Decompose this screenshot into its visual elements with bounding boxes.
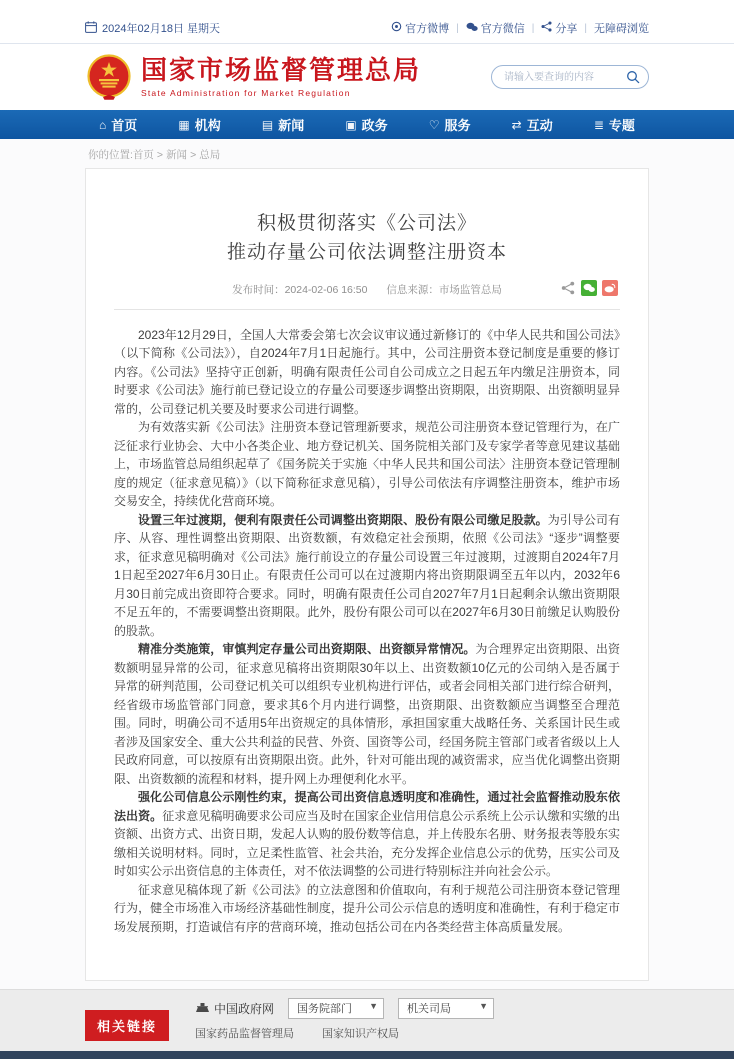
paragraph: 2023年12月29日，全国人大常委会第七次会议审议通过新修订的《中华人民共和国公司法》（以下简称《公司法》），自2024年7月1日起施行。其中，公司注册资本登记制度是重要的修订内容。《公司法》坚持守正创新，明确有限责任公司自公司成立之日起五年内缴足注册资本，同时要求《公司法》施行前已登记设立的存量公司要逐步调整出资期限，出资期限、出资额明显异常的，公司登记机关要及时要求公司进行调整。	[114, 327, 620, 416]
article-title-line1: 积极贯彻落实《公司法》	[256, 213, 477, 234]
nav-item-label: 新闻	[278, 118, 305, 133]
weibo-icon	[391, 21, 402, 35]
breadcrumb-prefix: 你的位置:	[88, 149, 133, 161]
paragraph: 征求意见稿体现了新《公司法》的立法意图和价值取向，有利于规范公司注册资本登记管理行为，健全市场准入市场经济基础性制度，提升公司公示信息的透明度和准确性，有利于稳定市场发展预期，打造诚信有序的营商环境，推动包括公司在内各类经营主体高质量发展。	[114, 882, 620, 934]
wechat-share-icon[interactable]	[581, 280, 597, 296]
article-card	[85, 168, 649, 981]
wechat-icon	[466, 22, 478, 35]
topbar-link-wechat[interactable]	[466, 20, 525, 36]
search-box	[491, 65, 649, 89]
top-utility-bar	[0, 0, 734, 44]
paragraph-lead: 精准分类施策，审慎判定存量公司出资期限、出资额异常情况。	[138, 642, 476, 657]
separator: |	[584, 22, 587, 34]
footer-link-国家知识产权局[interactable]: 国家知识产权局	[322, 1028, 400, 1041]
bureaus-select-wrap	[398, 998, 494, 1019]
site-brand[interactable]	[85, 53, 421, 101]
breadcrumb-item-首页[interactable]: 首页	[132, 149, 154, 161]
paragraph: 强化公司信息公示刚性约束，提高公司出资信息透明度和准确性，通过社会监督推动股东依法出资。征求意见稿明确要求公司应当及时在国家企业信用信息公示系统上公示认缴和实缴的出资额、出资方式、出资日期，发起人认购的股份数等信息，并上传股东名册、财务报表等股东实缴相关说明材料。同时，立足柔性监管、社会共治，充分发挥企业信息公示的优势，压实公司及时如实公示出资信息的主体责任，对不依法调整的公司进行特别标注并向社会公示。	[114, 790, 620, 879]
chevron-down-icon: ▼	[479, 1001, 489, 1012]
breadcrumb-separator: >	[190, 149, 197, 161]
related-links-button[interactable]: 相关链接	[85, 1010, 169, 1041]
gov-building-icon	[195, 1002, 210, 1016]
topbar-link-accessibility[interactable]	[594, 20, 649, 36]
footer-link-国家药品监督管理局[interactable]: 国家药品监督管理局	[195, 1028, 295, 1041]
brand-text	[141, 56, 421, 98]
site-title: 国家市场监督管理总局	[141, 55, 422, 86]
paragraph: 设置三年过渡期，便利有限责任公司调整出资期限、股份有限公司缴足股款。为引导公司有序、从容、理性调整出资期限、出资数额，有效稳定社会预期，依照《公司法》“逐步”调整要求，征求意见稿明确对《公司法》施行前设立的存量公司设置三年过渡期，过渡期自2024年7月1日起至2027年6月30日止。有限责任公司可以在过渡期内将出资期限调至五年以内，2032年6月30日前完成出资即符合要求。同时，明确有限责任公司自2027年7月1日起剩余认缴出资期限不足五年的，不需要调整出资期限。此外，股份有限公司可以在2027年6月30日前缴足认购股份的股款。	[114, 512, 620, 638]
paragraph-lead: 强化公司信息公示刚性约束，提高公司出资信息透明度和准确性，通过社会监督推动股东依法出资。	[114, 790, 620, 823]
main-nav	[85, 110, 649, 139]
main-area	[0, 139, 734, 989]
topbar-link-label: 分享	[555, 23, 578, 35]
nav-item-新闻[interactable]	[262, 115, 304, 134]
paragraph: 精准分类施策，审慎判定存量公司出资期限、出资额异常情况。为合理界定出资期限、出资数额明显异常的公司，征求意见稿将出资期限30年以上、出资数额10亿元的公司纳入是否属于异常的研判范围，公司登记机关可以组织专业机构进行评估，或者会同相关部门进行综合研判，经省级市场监管部门同意，要求其6个月内进行调整，出资期限、出资数额应当调整至合理范围。同时，明确公司不适用5年出资规定的具体情形，承担国家重大战略任务、关系国计民生或者涉及国家安全、重大公共利益的民营、外资、国资等公司，经国务院主管部门或者省级以上人民政府同意，可以按原有出资期限出资。此外，针对可能出现的减资需求，应当优化调整出资期限、出资数额的流程和材料，提升网上办理便利化水平。	[114, 642, 620, 786]
footer-link-row	[195, 1025, 494, 1041]
nav-item-专题[interactable]	[594, 115, 635, 134]
article-title-line2: 推动存量公司依法调整注册资本	[226, 242, 507, 264]
date-display	[85, 20, 220, 36]
topic-icon: ≣	[593, 117, 604, 132]
topbar-link-share[interactable]	[541, 20, 577, 36]
nav-item-label: 互动	[526, 118, 553, 133]
bureaus-select[interactable]	[398, 998, 494, 1019]
current-date: 2024年02月18日 星期天	[102, 23, 220, 35]
paragraph-lead: 设置三年过渡期，便利有限责任公司调整出资期限、股份有限公司缴足股款。	[138, 512, 548, 527]
separator: |	[456, 22, 459, 34]
departments-select-wrap	[288, 998, 384, 1019]
nav-item-服务[interactable]	[429, 115, 471, 134]
calendar-icon	[85, 21, 97, 36]
article-meta	[114, 282, 620, 310]
topbar-link-label: 无障碍浏览	[594, 23, 649, 35]
nav-item-label: 政务	[361, 118, 388, 133]
share-toolbar	[561, 280, 618, 296]
departments-select[interactable]	[288, 998, 384, 1019]
nav-item-政务[interactable]	[345, 115, 387, 134]
topbar-link-weibo[interactable]	[391, 20, 449, 36]
nav-item-label: 专题	[608, 118, 635, 133]
footer-links	[195, 998, 494, 1041]
share-icon	[541, 21, 552, 35]
breadcrumb	[85, 139, 649, 168]
site-header	[0, 44, 734, 110]
org-icon: ▦	[178, 117, 190, 132]
nav-item-label: 服务	[444, 118, 471, 133]
nav-item-label: 机构	[194, 118, 221, 133]
nav-item-互动[interactable]	[512, 115, 553, 134]
article-title	[116, 209, 618, 268]
nav-item-首页[interactable]	[99, 115, 137, 134]
nav-item-label: 首页	[111, 118, 138, 133]
site-subtitle: State Administration for Market Regulation	[141, 87, 351, 98]
interact-icon: ⇄	[511, 117, 522, 132]
service-icon: ♡	[428, 117, 440, 132]
topbar-links	[391, 20, 649, 36]
separator: |	[531, 22, 535, 34]
topbar-link-label: 官方微信	[480, 23, 525, 35]
publish-time: 发布时间：2024-02-06 16:50	[232, 283, 368, 296]
weibo-share-icon[interactable]	[602, 280, 618, 296]
news-icon: ▤	[261, 117, 274, 132]
breadcrumb-item-总局: 总局	[199, 149, 221, 161]
home-icon: ⌂	[99, 117, 107, 132]
breadcrumb-item-新闻[interactable]: 新闻	[166, 149, 188, 161]
footer	[0, 989, 734, 1051]
topbar-link-label: 官方微博	[405, 23, 450, 35]
bottom-strip	[0, 1051, 734, 1059]
gov-icon: ▣	[345, 117, 357, 132]
chevron-down-icon: ▼	[369, 1001, 379, 1012]
share-icon[interactable]	[561, 281, 575, 295]
nav-item-机构[interactable]	[178, 115, 220, 134]
info-source: 信息来源：市场监管总局	[386, 283, 502, 296]
main-nav-bar	[0, 110, 734, 139]
china-gov-site-link[interactable]: 中国政府网	[195, 1000, 274, 1017]
search-icon[interactable]	[626, 70, 640, 89]
paragraph: 为有效落实新《公司法》注册资本登记管理新要求，规范公司注册资本登记管理行为，在广泛征求行业协会、大中小各类企业、地方登记机关、国务院相关部门及专家学者等意见建议基础上，市场监管总局组织起草了《国务院关于实施〈中华人民共和国公司法〉注册资本登记管理制度的规定（征求意见稿）》（以下简称征求意见稿），引导公司依法有序调整注册资本，维护市场交易安全，持续优化营商环境。	[114, 420, 620, 509]
article-body	[86, 310, 648, 981]
breadcrumb-separator: >	[156, 149, 164, 161]
national-emblem-logo	[85, 53, 133, 101]
